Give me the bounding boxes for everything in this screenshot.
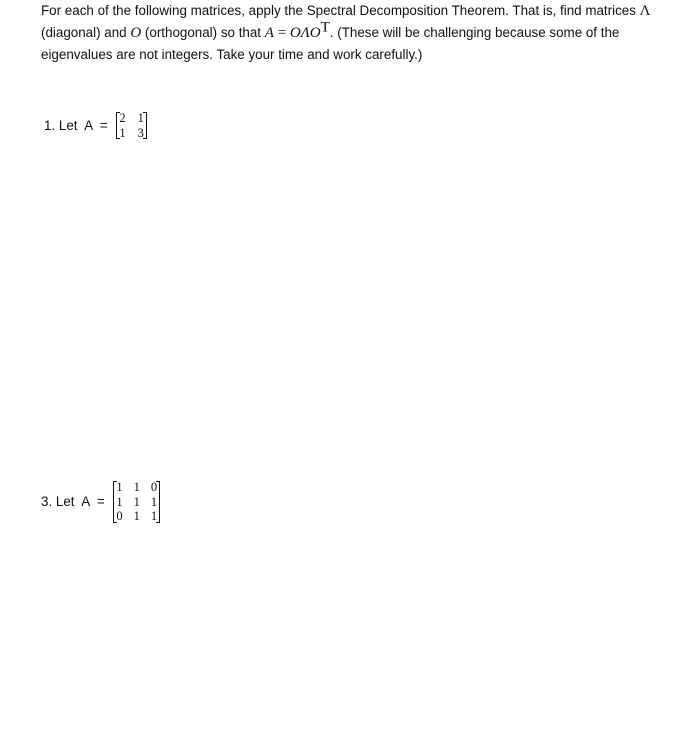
instructions-paragraph xyxy=(41,0,681,65)
matrix-cell: 1 xyxy=(119,125,126,140)
equals-symbol: = xyxy=(273,25,290,41)
matrix-cell: 1 xyxy=(150,509,158,523)
transpose-superscript: T xyxy=(320,19,330,36)
o-lambda-o-expression: OΛO xyxy=(289,25,321,41)
matrix-2x2 xyxy=(116,111,147,140)
matrix-cell: 1 xyxy=(116,480,123,494)
matrix-cell: 1 xyxy=(116,494,123,509)
matrix-cell: 1 xyxy=(137,111,144,125)
matrix-cell: 1 xyxy=(150,494,158,509)
instructions-text-3: (orthogonal) so that xyxy=(141,25,265,40)
matrix-cell: 0 xyxy=(116,509,123,523)
problem-1 xyxy=(44,111,147,140)
instructions-text-2: (diagonal) and xyxy=(41,25,131,40)
lambda-symbol: Λ xyxy=(639,3,651,19)
matrix-cell: 0 xyxy=(150,480,158,494)
matrix-3x3 xyxy=(113,480,160,524)
matrix-cell: 2 xyxy=(119,111,126,125)
instructions-text-1: For each of the following matrices, apply the Spectral Decomposition Theorem. That is, find matrices xyxy=(41,3,640,18)
matrix-cell: 1 xyxy=(133,494,140,509)
problem-3 xyxy=(41,480,160,524)
matrix-cell: 3 xyxy=(137,125,144,140)
matrix-cell: 1 xyxy=(133,480,140,494)
instructions-text-4: . (These will be challenging because some of the eigenvalues are not integers. Take your time and work carefully.) xyxy=(41,25,620,62)
matrix-cell: 1 xyxy=(133,509,140,523)
problem-3-label: 3. Let A = xyxy=(41,494,109,510)
problem-1-label: 1. Let A = xyxy=(44,118,112,133)
o-symbol: O xyxy=(130,25,142,41)
a-symbol: A xyxy=(264,25,274,41)
